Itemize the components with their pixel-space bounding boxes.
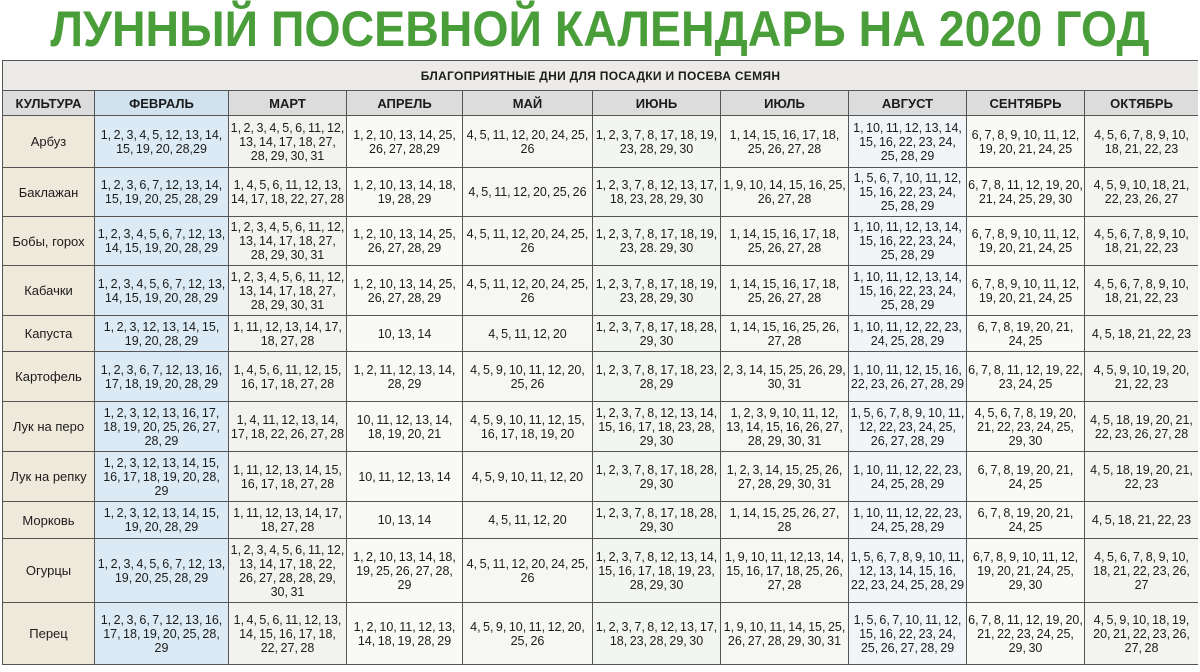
days-cell-may: 4, 5, 9, 10, 11, 12, 20, 25, 26 xyxy=(463,352,593,402)
days-cell-august: 1, 10, 11, 12, 13, 14, 15, 16, 22, 23, 24, 25, 28, 29 xyxy=(849,266,967,316)
crop-name-cell: Лук на перо xyxy=(3,402,95,452)
days-cell-june: 1, 2, 3, 7, 8, 12, 13, 17, 18, 23, 28, 29, 30 xyxy=(593,603,721,665)
days-cell-july: 1, 14, 15, 16, 17, 18, 25, 26, 27, 28 xyxy=(721,266,849,316)
table-row xyxy=(3,168,1199,217)
calendar-table-container xyxy=(2,60,1198,672)
days-cell-september: 6, 7, 8, 19, 20, 21, 24, 25 xyxy=(967,452,1085,502)
header-month-may: МАЙ xyxy=(463,91,593,116)
days-cell-march: 1, 2, 3, 4, 5, 6, 11, 12, 13, 14, 17, 18, 27, 28, 29, 30, 31 xyxy=(229,116,347,168)
days-cell-august: 1, 5, 6, 7, 10, 11, 12, 15, 16, 22, 23, 24, 25, 26, 27, 28, 29 xyxy=(849,603,967,665)
crop-name-cell: Баклажан xyxy=(3,168,95,217)
calendar-body xyxy=(3,116,1199,665)
days-cell-august: 1, 5, 6, 7, 10, 11, 12, 15, 16, 22, 23, 24, 25, 28, 29 xyxy=(849,168,967,217)
crop-name-cell: Капуста xyxy=(3,316,95,352)
days-cell-october: 4, 5, 18, 21, 22, 23 xyxy=(1085,316,1199,352)
days-cell-april: 1, 2, 10, 13, 14, 25, 26, 27, 28,29 xyxy=(347,116,463,168)
days-cell-july: 2, 3, 14, 15, 25, 26, 29, 30, 31 xyxy=(721,352,849,402)
header-month-april: АПРЕЛЬ xyxy=(347,91,463,116)
days-cell-october: 4, 5, 9, 10, 18, 21, 22, 23, 26, 27 xyxy=(1085,168,1199,217)
days-cell-july: 1, 14, 15, 16, 17, 18, 25, 26, 27, 28 xyxy=(721,217,849,266)
crop-name-cell: Перец xyxy=(3,603,95,665)
days-cell-september: 6, 7, 8, 11, 12, 19, 20, 21, 24, 25, 29, 30 xyxy=(967,168,1085,217)
header-crop: КУЛЬТУРА xyxy=(3,91,95,116)
days-cell-may: 4, 5, 11, 12, 20, 24, 25, 26 xyxy=(463,217,593,266)
header-month-march: МАРТ xyxy=(229,91,347,116)
days-cell-august: 1, 10, 11, 12, 22, 23, 24, 25, 28, 29 xyxy=(849,452,967,502)
days-cell-february: 1, 2, 3, 4, 5, 6, 7, 12, 13, 14, 15, 19, 20, 28, 29 xyxy=(95,217,229,266)
days-cell-july: 1, 9, 10, 11, 14, 15, 25, 26, 27, 28, 29, 30, 31 xyxy=(721,603,849,665)
days-cell-august: 1, 5, 6, 7, 8, 9, 10, 11, 12, 22, 23, 24, 25, 26, 27, 28, 29 xyxy=(849,402,967,452)
header-month-september: СЕНТЯБРЬ xyxy=(967,91,1085,116)
table-row xyxy=(3,402,1199,452)
days-cell-march: 1, 4, 5, 6, 11, 12, 13, 14, 15, 16, 17, 18, 22, 27, 28 xyxy=(229,603,347,665)
header-month-february: ФЕВРАЛЬ xyxy=(95,91,229,116)
crop-name-cell: Арбуз xyxy=(3,116,95,168)
days-cell-september: 6, 7, 8, 9, 10, 11, 12, 19, 20, 21, 24, 25 xyxy=(967,116,1085,168)
days-cell-july: 1, 9, 10, 11, 12,13, 14, 15, 16, 17, 18, 25, 26, 27, 28 xyxy=(721,539,849,603)
days-cell-may: 4, 5, 9, 10, 11, 12, 20, 25, 26 xyxy=(463,603,593,665)
days-cell-june: 1, 2, 3, 7, 8, 17, 18, 28, 29, 30 xyxy=(593,316,721,352)
days-cell-september: 6, 7, 8, 9, 10, 11, 12, 19, 20, 21, 24, 25 xyxy=(967,266,1085,316)
days-cell-june: 1, 2, 3, 7, 8, 17, 18, 19, 23, 28, 29, 30 xyxy=(593,266,721,316)
days-cell-may: 4, 5, 11, 12, 20, 24, 25, 26 xyxy=(463,266,593,316)
days-cell-may: 4, 5, 11, 12, 20, 25, 26 xyxy=(463,168,593,217)
crop-name-cell: Лук на репку xyxy=(3,452,95,502)
table-row xyxy=(3,539,1199,603)
days-cell-july: 1, 2, 3, 14, 15, 25, 26, 27, 28, 29, 30, 31 xyxy=(721,452,849,502)
days-cell-may: 4, 5, 9, 10, 11, 12, 20 xyxy=(463,452,593,502)
page-title: ЛУННЫЙ ПОСЕВНОЙ КАЛЕНДАРЬ НА 2020 ГОД xyxy=(50,1,1150,57)
days-cell-october: 4, 5, 18, 21, 22, 23 xyxy=(1085,502,1199,539)
days-cell-june: 1, 2, 3, 7, 8, 17, 18, 19, 23, 28. 29, 30 xyxy=(593,217,721,266)
days-cell-october: 4, 5, 18, 19, 20, 21, 22, 23, 26, 27, 28 xyxy=(1085,402,1199,452)
days-cell-april: 1, 2, 10, 13, 14, 25, 26, 27, 28, 29 xyxy=(347,217,463,266)
days-cell-september: 6, 7, 8, 11, 12, 19, 22, 23, 24, 25 xyxy=(967,352,1085,402)
header-row xyxy=(3,91,1199,116)
days-cell-february: 1, 2, 3, 4, 5, 6, 7, 12, 13, 19, 20, 25, 28, 29 xyxy=(95,539,229,603)
days-cell-february: 1, 2, 3, 6, 7, 12, 13, 14, 15, 19, 20, 25, 28, 29 xyxy=(95,168,229,217)
table-row xyxy=(3,266,1199,316)
days-cell-march: 1, 11, 12, 13, 14, 17, 18, 27, 28 xyxy=(229,316,347,352)
crop-name-cell: Бобы, горох xyxy=(3,217,95,266)
days-cell-october: 4, 5, 9, 10, 19, 20, 21, 22, 23 xyxy=(1085,352,1199,402)
days-cell-september: 6, 7, 8, 11, 12, 19, 20, 21, 22, 23, 24, 25, 29, 30 xyxy=(967,603,1085,665)
days-cell-april: 1, 2, 10, 11, 12, 13, 14, 18, 19, 28, 29 xyxy=(347,603,463,665)
days-cell-june: 1, 2, 3, 7, 8, 12, 13, 14, 15, 16, 17, 18, 19, 23, 28, 29, 30 xyxy=(593,539,721,603)
crop-name-cell: Морковь xyxy=(3,502,95,539)
days-cell-march: 1, 4, 5, 6, 11, 12, 15, 16, 17, 18, 27, 28 xyxy=(229,352,347,402)
days-cell-october: 4, 5, 6, 7, 8, 9, 10, 18, 21, 22, 23 xyxy=(1085,217,1199,266)
days-cell-march: 1, 2, 3, 4, 5, 6, 11, 12, 13, 14, 17, 18, 27, 28, 29, 30, 31 xyxy=(229,217,347,266)
days-cell-september: 6, 7, 8, 19, 20, 21, 24, 25 xyxy=(967,316,1085,352)
days-cell-march: 1, 11, 12, 13, 14, 17, 18, 27, 28 xyxy=(229,502,347,539)
days-cell-june: 1, 2, 3, 7, 8, 12, 13, 17, 18, 23, 28, 29, 30 xyxy=(593,168,721,217)
table-row xyxy=(3,316,1199,352)
days-cell-june: 1, 2, 3, 7, 8, 17, 18, 19, 23, 28, 29, 30 xyxy=(593,116,721,168)
days-cell-july: 1, 14, 15, 16, 17, 18, 25, 26, 27, 28 xyxy=(721,116,849,168)
days-cell-august: 1, 10, 11, 12, 13, 14, 15, 16, 22, 23, 24, 25, 28, 29 xyxy=(849,217,967,266)
days-cell-september: 4, 5, 6, 7, 8, 19, 20, 21, 22, 23, 24, 25, 29, 30 xyxy=(967,402,1085,452)
table-row xyxy=(3,502,1199,539)
days-cell-may: 4, 5, 11, 12, 20 xyxy=(463,316,593,352)
days-cell-february: 1, 2, 3, 4, 5, 12, 13, 14, 15, 19, 20, 28,29 xyxy=(95,116,229,168)
days-cell-april: 1, 2, 10, 13, 14, 18, 19, 28, 29 xyxy=(347,168,463,217)
days-cell-february: 1, 2, 3, 6, 7, 12, 13, 16, 17, 18, 19, 20, 28, 29 xyxy=(95,352,229,402)
sowing-calendar-table xyxy=(2,60,1198,665)
days-cell-april: 1, 2, 11, 12, 13, 14, 28, 29 xyxy=(347,352,463,402)
days-cell-october: 4, 5, 18, 19, 20, 21, 22, 23 xyxy=(1085,452,1199,502)
days-cell-april: 1, 2, 10, 13, 14, 25, 26, 27, 28, 29 xyxy=(347,266,463,316)
days-cell-april: 1, 2, 10, 13, 14, 18, 19, 25, 26, 27, 28, 29 xyxy=(347,539,463,603)
days-cell-february: 1, 2, 3, 4, 5, 6, 7, 12, 13, 14, 15, 19, 20, 28, 29 xyxy=(95,266,229,316)
days-cell-april: 10, 11, 12, 13, 14 xyxy=(347,452,463,502)
table-subtitle: БЛАГОПРИЯТНЫЕ ДНИ ДЛЯ ПОСАДКИ И ПОСЕВА СЕМЯН xyxy=(3,61,1199,91)
days-cell-march: 1, 4, 11, 12, 13, 14, 17, 18, 22, 26, 27, 28 xyxy=(229,402,347,452)
days-cell-february: 1, 2, 3, 6, 7, 12, 13, 16, 17, 18, 19, 20, 25, 28, 29 xyxy=(95,603,229,665)
days-cell-april: 10, 13, 14 xyxy=(347,502,463,539)
crop-name-cell: Картофель xyxy=(3,352,95,402)
days-cell-august: 1, 5, 6, 7, 8, 9, 10, 11, 12, 13, 14, 15, 16, 22, 23, 24, 25, 28, 29 xyxy=(849,539,967,603)
days-cell-february: 1, 2, 3, 12, 13, 16, 17, 18, 19, 20, 25, 26, 27, 28, 29 xyxy=(95,402,229,452)
days-cell-april: 10, 11, 12, 13, 14, 18, 19, 20, 21 xyxy=(347,402,463,452)
table-row xyxy=(3,603,1199,665)
days-cell-july: 1, 14, 15, 16, 25, 26, 27, 28 xyxy=(721,316,849,352)
days-cell-august: 1, 10, 11, 12, 15, 16, 22, 23, 26, 27, 28, 29 xyxy=(849,352,967,402)
days-cell-july: 1, 14, 15, 25, 26, 27, 28 xyxy=(721,502,849,539)
days-cell-september: 6, 7, 8, 9, 10, 11, 12, 19, 20, 21, 24, 25 xyxy=(967,217,1085,266)
days-cell-may: 4, 5, 11, 12, 20, 24, 25, 26 xyxy=(463,116,593,168)
days-cell-october: 4, 5, 6, 7, 8, 9, 10, 18, 21, 22, 23 xyxy=(1085,266,1199,316)
days-cell-september: 6, 7, 8, 19, 20, 21, 24, 25 xyxy=(967,502,1085,539)
crop-name-cell: Кабачки xyxy=(3,266,95,316)
days-cell-march: 1, 4, 5, 6, 11, 12, 13, 14, 17, 18, 22, 27, 28 xyxy=(229,168,347,217)
days-cell-september: 6,7, 8, 9, 10, 11, 12, 19, 20, 21, 24, 25, 29, 30 xyxy=(967,539,1085,603)
days-cell-june: 1, 2, 3, 7, 8, 12, 13, 14, 15, 16, 17, 18, 23, 28, 29, 30 xyxy=(593,402,721,452)
days-cell-august: 1, 10, 11, 12, 22, 23, 24, 25, 28, 29 xyxy=(849,502,967,539)
days-cell-march: 1, 2, 3, 4, 5, 6, 11, 12, 13, 14, 17, 18, 27, 28, 29, 30, 31 xyxy=(229,266,347,316)
days-cell-june: 1, 2, 3, 7, 8, 17, 18, 28, 29, 30 xyxy=(593,502,721,539)
header-month-july: ИЮЛЬ xyxy=(721,91,849,116)
days-cell-october: 4, 5, 9, 10, 18, 19, 20, 21, 22, 23, 26, 27, 28 xyxy=(1085,603,1199,665)
days-cell-june: 1, 2, 3, 7, 8, 17, 18, 28, 29, 30 xyxy=(593,452,721,502)
crop-name-cell: Огурцы xyxy=(3,539,95,603)
days-cell-february: 1, 2, 3, 12, 13, 14, 15, 19, 20, 28, 29 xyxy=(95,502,229,539)
days-cell-may: 4, 5, 9, 10, 11, 12, 15, 16, 17, 18, 19, 20 xyxy=(463,402,593,452)
days-cell-february: 1, 2, 3, 12, 13, 14, 15, 16, 17, 18, 19, 20, 28, 29 xyxy=(95,452,229,502)
days-cell-july: 1, 2, 3, 9, 10, 11, 12, 13, 14, 15, 16, 26, 27, 28, 29, 30, 31 xyxy=(721,402,849,452)
days-cell-march: 1, 11, 12, 13, 14, 15, 16, 17, 18, 27, 28 xyxy=(229,452,347,502)
days-cell-march: 1, 2, 3, 4, 5, 6, 11, 12, 13, 14, 17, 18, 22, 26, 27, 28, 28, 29, 30, 31 xyxy=(229,539,347,603)
header-month-october: ОКТЯБРЬ xyxy=(1085,91,1199,116)
table-row xyxy=(3,452,1199,502)
header-month-august: АВГУСТ xyxy=(849,91,967,116)
days-cell-april: 10, 13, 14 xyxy=(347,316,463,352)
days-cell-october: 4, 5, 6, 7, 8, 9, 10, 18, 21, 22, 23 xyxy=(1085,116,1199,168)
days-cell-august: 1, 10, 11, 12, 13, 14, 15, 16, 22, 23, 24, 25, 28, 29 xyxy=(849,116,967,168)
table-row xyxy=(3,352,1199,402)
days-cell-february: 1, 2, 3, 12, 13, 14, 15, 19, 20, 28, 29 xyxy=(95,316,229,352)
header-month-june: ИЮНЬ xyxy=(593,91,721,116)
table-row xyxy=(3,217,1199,266)
days-cell-october: 4, 5, 6, 7, 8, 9, 10, 18, 21, 22, 23, 26, 27 xyxy=(1085,539,1199,603)
days-cell-may: 4, 5, 11, 12, 20 xyxy=(463,502,593,539)
days-cell-may: 4, 5, 11, 12, 20, 24, 25, 26 xyxy=(463,539,593,603)
days-cell-june: 1, 2, 3, 7, 8, 17, 18, 23, 28, 29 xyxy=(593,352,721,402)
table-row xyxy=(3,116,1199,168)
days-cell-august: 1, 10, 11, 12, 22, 23, 24, 25, 28, 29 xyxy=(849,316,967,352)
days-cell-july: 1, 9, 10, 14, 15, 16, 25, 26, 27, 28 xyxy=(721,168,849,217)
